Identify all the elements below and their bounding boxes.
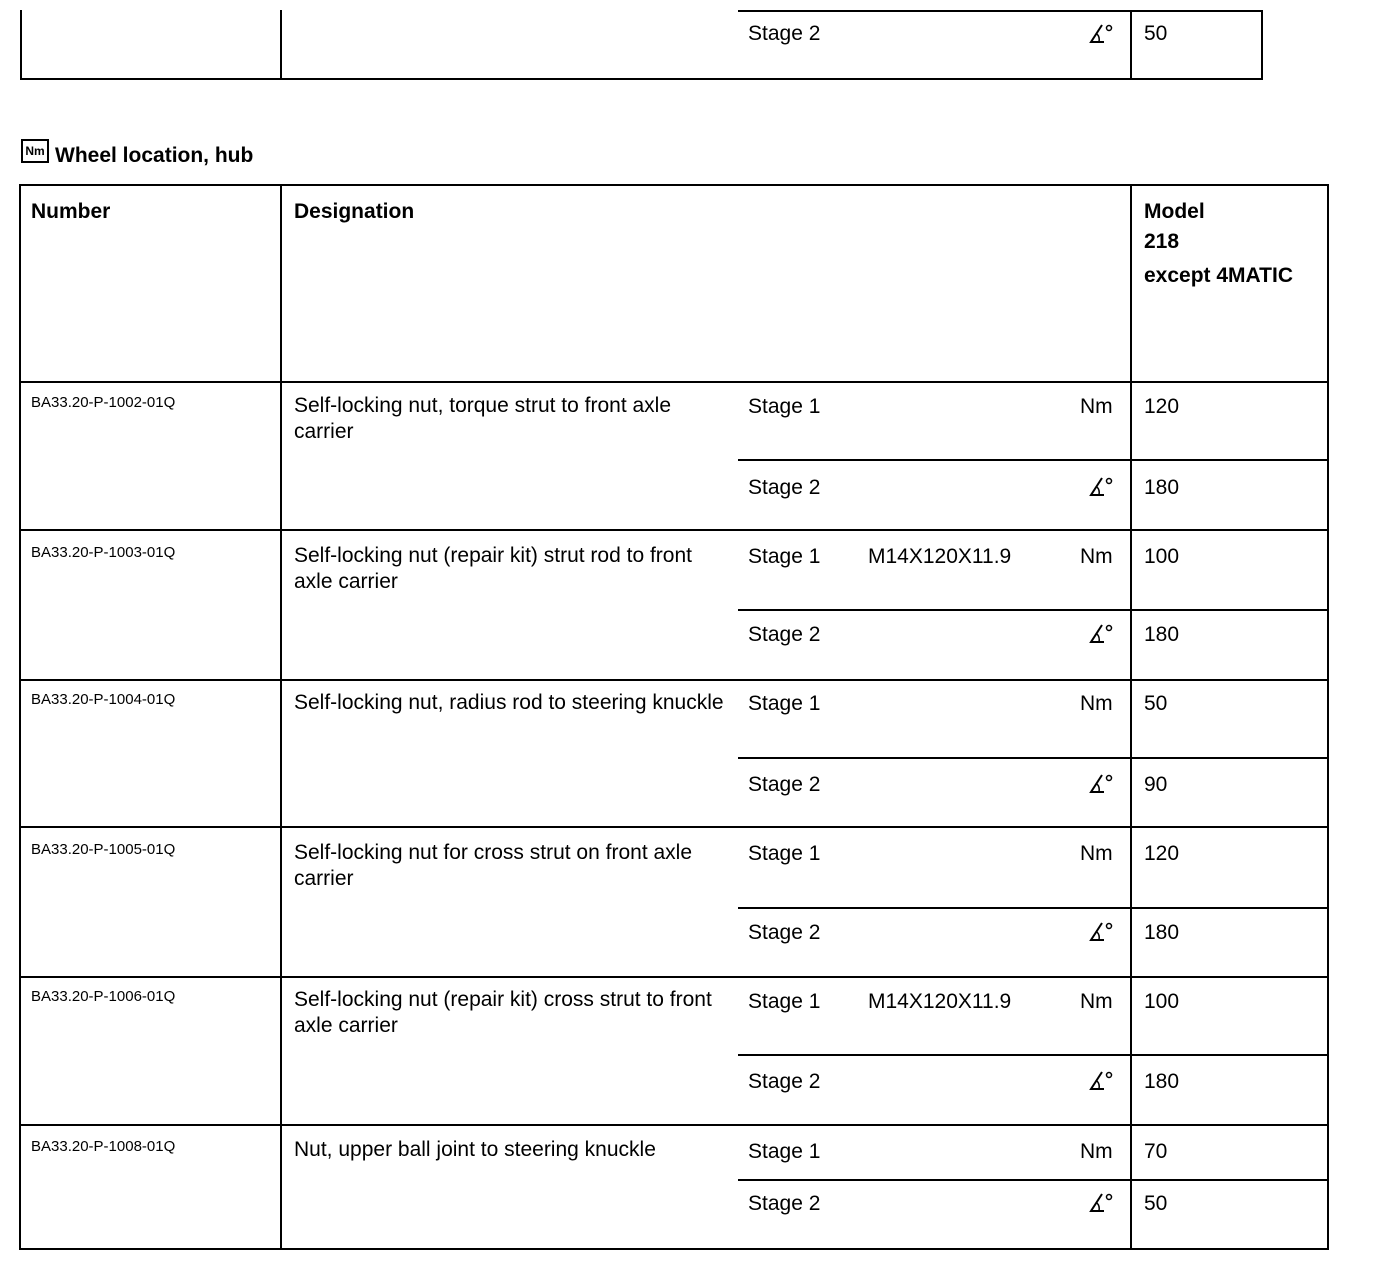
- angle-value: 50: [1144, 1192, 1168, 1215]
- table-border: [738, 609, 1329, 611]
- designation: Self-locking nut, radius rod to steering knuckle: [294, 691, 724, 714]
- part-number: BA33.20-P-1008-01Q: [31, 1138, 176, 1155]
- part-number: BA33.20-P-1004-01Q: [31, 691, 176, 708]
- thread-spec: M14X120X11.9: [868, 990, 1012, 1013]
- angle-degree-icon: [1088, 1192, 1116, 1214]
- header-number: Number: [31, 200, 111, 223]
- angle-degree-icon: [1088, 476, 1116, 498]
- stage-label: Stage 1: [748, 545, 821, 568]
- designation: Self-locking nut (repair kit) cross strut to front axle carrier: [294, 988, 712, 1037]
- table-border: [1261, 10, 1263, 80]
- designation: Nut, upper ball joint to steering knuckle: [294, 1138, 656, 1161]
- angle-degree-icon: [1088, 1070, 1116, 1092]
- nm-icon: Nm: [21, 139, 49, 163]
- torque-value: 120: [1144, 395, 1180, 418]
- table-border: [738, 1054, 1329, 1056]
- torque-value: 100: [1144, 990, 1180, 1013]
- stage-label: Stage 2: [748, 22, 821, 45]
- thread-spec: M14X120X11.9: [868, 545, 1012, 568]
- part-number: BA33.20-P-1003-01Q: [31, 544, 176, 561]
- unit-label: Nm: [1080, 395, 1113, 418]
- table-border: [19, 184, 21, 1250]
- torque-value: 100: [1144, 545, 1180, 568]
- header-model-variant: except 4MATIC: [1144, 264, 1293, 287]
- table-border: [280, 10, 282, 80]
- angle-degree-icon: [1088, 773, 1116, 795]
- torque-value: 120: [1144, 842, 1180, 865]
- angle-degree-icon: [1088, 921, 1116, 943]
- unit-label: Nm: [1080, 842, 1113, 865]
- angle-value: 180: [1144, 623, 1180, 646]
- angle-value: 90: [1144, 773, 1168, 796]
- table-border: [738, 907, 1329, 909]
- unit-label: Nm: [1080, 990, 1113, 1013]
- angle-degree-icon: [1088, 623, 1116, 645]
- stage-label: Stage 1: [748, 1140, 821, 1163]
- angle-degree-icon: [1088, 23, 1116, 45]
- table-border: [1327, 184, 1329, 1250]
- designation: Self-locking nut for cross strut on front axle carrier: [294, 841, 693, 890]
- section-title: Wheel location, hub: [55, 144, 254, 167]
- part-number: BA33.20-P-1005-01Q: [31, 841, 176, 858]
- stage-label: Stage 1: [748, 395, 821, 418]
- table-border: [1130, 10, 1132, 80]
- header-model: Model: [1144, 200, 1205, 223]
- table-border: [1130, 184, 1132, 1250]
- table-border: [19, 381, 1329, 383]
- unit-label: Nm: [1080, 545, 1113, 568]
- table-border: [19, 679, 1329, 681]
- table-border: [19, 184, 1329, 186]
- angle-value: 180: [1144, 921, 1180, 944]
- unit-label: Nm: [1080, 692, 1113, 715]
- table-border: [738, 1179, 1329, 1181]
- stage-label: Stage 2: [748, 773, 821, 796]
- table-border: [738, 757, 1329, 759]
- table-border: [19, 1124, 1329, 1126]
- stage-label: Stage 2: [748, 623, 821, 646]
- torque-value: 50: [1144, 692, 1168, 715]
- torque-value: 50: [1144, 22, 1168, 45]
- stage-label: Stage 2: [748, 476, 821, 499]
- table-border: [738, 10, 1263, 12]
- stage-label: Stage 2: [748, 1070, 821, 1093]
- stage-label: Stage 1: [748, 692, 821, 715]
- angle-value: 180: [1144, 476, 1180, 499]
- table-border: [20, 10, 22, 80]
- table-border: [19, 976, 1329, 978]
- unit-label: Nm: [1080, 1140, 1113, 1163]
- angle-value: 180: [1144, 1070, 1180, 1093]
- table-border: [20, 78, 1263, 80]
- designation: Self-locking nut, torque strut to front axle carrier: [294, 394, 672, 443]
- header-designation: Designation: [294, 200, 415, 223]
- header-model-number: 218: [1144, 230, 1180, 253]
- table-border: [738, 459, 1329, 461]
- stage-label: Stage 2: [748, 921, 821, 944]
- stage-label: Stage 1: [748, 990, 821, 1013]
- table-border: [19, 1248, 1329, 1250]
- table-border: [280, 184, 282, 1250]
- table-border: [19, 529, 1329, 531]
- part-number: BA33.20-P-1002-01Q: [31, 394, 176, 411]
- torque-value: 70: [1144, 1140, 1168, 1163]
- designation: Self-locking nut (repair kit) strut rod to front axle carrier: [294, 544, 692, 593]
- stage-label: Stage 1: [748, 842, 821, 865]
- table-border: [19, 826, 1329, 828]
- stage-label: Stage 2: [748, 1192, 821, 1215]
- part-number: BA33.20-P-1006-01Q: [31, 988, 176, 1005]
